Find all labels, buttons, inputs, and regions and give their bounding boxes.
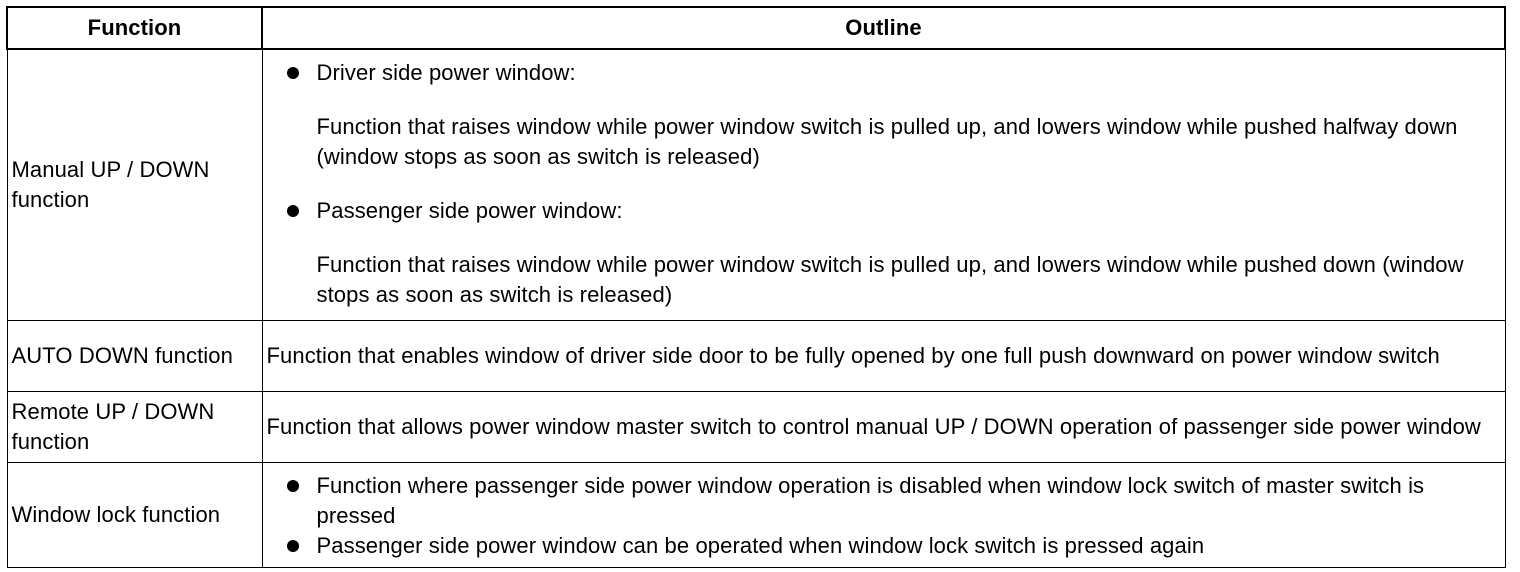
table-row (7, 392, 1505, 463)
header-row (7, 7, 1505, 49)
outline-cell: Function that allows power window master switch to control manual UP / DOWN operation of passenger side power window (262, 392, 1505, 463)
outline-cell: Function that enables window of driver side door to be fully opened by one full push downward on power window switch (262, 321, 1505, 392)
bullet-text: Driver side power window: (316, 60, 576, 85)
detail-paragraph: Function that raises window while power window switch is pulled up, and lowers window while pushed halfway down (window stops as soon as switch is released) (316, 114, 1458, 169)
function-cell: Window lock function (7, 463, 262, 568)
bullet-text: Passenger side power window can be operated when window lock switch is pressed again (316, 533, 1205, 558)
table-row (7, 463, 1505, 568)
table-row (7, 321, 1505, 392)
function-cell: AUTO DOWN function (7, 321, 262, 392)
bullet-item (267, 58, 1497, 88)
detail-paragraph: Function that raises window while power window switch is pulled up, and lowers window while pushed down (window stops as soon as switch is released) (316, 252, 1464, 307)
function-cell: Manual UP / DOWN function (7, 49, 262, 321)
outline-cell (262, 49, 1505, 321)
function-column-header: Function (7, 7, 262, 49)
bullet-icon (287, 67, 299, 79)
bullet-icon (287, 480, 299, 492)
bullet-item (267, 471, 1497, 531)
table-row (7, 49, 1505, 321)
outline-column-header: Outline (262, 7, 1505, 49)
bullet-item (267, 196, 1497, 226)
function-outline-table (6, 6, 1506, 568)
bullet-text: Passenger side power window: (316, 198, 623, 223)
function-cell: Remote UP / DOWN function (7, 392, 262, 463)
bullet-item (267, 531, 1497, 561)
bullet-text: Function where passenger side power window operation is disabled when window lock switch of master switch is pressed (316, 473, 1425, 528)
bullet-icon (287, 540, 299, 552)
bullet-icon (287, 205, 299, 217)
outline-cell (262, 463, 1505, 568)
